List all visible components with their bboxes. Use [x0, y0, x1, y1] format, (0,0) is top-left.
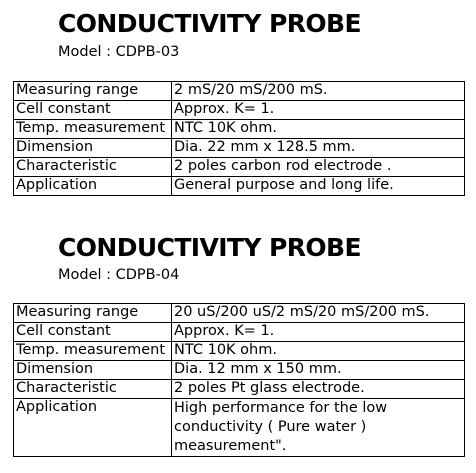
spec-key: Measuring range [14, 82, 172, 101]
table-row [14, 380, 465, 399]
table-row [14, 139, 465, 158]
table-row [14, 399, 465, 457]
table-row [14, 177, 465, 196]
spec-key: Temp. measurement [14, 342, 172, 361]
spec-key: Temp. measurement [14, 120, 172, 139]
product-title: CONDUCTIVITY PROBE [58, 9, 361, 38]
spec-table [13, 303, 465, 457]
table-row [14, 342, 465, 361]
table-row [14, 158, 465, 177]
table-row [14, 323, 465, 342]
spec-value: 2 poles Pt glass electrode. [172, 380, 465, 399]
product-model: Model : CDPB-04 [58, 267, 180, 283]
spec-value: General purpose and long life. [172, 177, 465, 196]
spec-value: NTC 10K ohm. [172, 342, 465, 361]
spec-key: Dimension [14, 139, 172, 158]
spec-key: Characteristic [14, 380, 172, 399]
spec-table [13, 81, 465, 196]
spec-key: Cell constant [14, 323, 172, 342]
spec-value: NTC 10K ohm. [172, 120, 465, 139]
spec-value: Approx. K= 1. [172, 101, 465, 120]
spec-key: Application [14, 399, 172, 457]
spec-key: Measuring range [14, 304, 172, 323]
table-row [14, 361, 465, 380]
spec-key: Application [14, 177, 172, 196]
spec-value: Dia. 22 mm x 128.5 mm. [172, 139, 465, 158]
table-row [14, 101, 465, 120]
table-row [14, 120, 465, 139]
spec-value: 2 mS/20 mS/200 mS. [172, 82, 465, 101]
spec-value: 20 uS/200 uS/2 mS/20 mS/200 mS. [172, 304, 465, 323]
spec-key: Characteristic [14, 158, 172, 177]
product-title: CONDUCTIVITY PROBE [58, 233, 361, 262]
table-row [14, 82, 465, 101]
product-model: Model : CDPB-03 [58, 44, 180, 60]
spec-key: Dimension [14, 361, 172, 380]
spec-value: Approx. K= 1. [172, 323, 465, 342]
spec-key: Cell constant [14, 101, 172, 120]
spec-value: 2 poles carbon rod electrode . [172, 158, 465, 177]
spec-value: High performance for the low conductivity ( Pure water ) measurement". [172, 399, 465, 457]
table-row [14, 304, 465, 323]
spec-value: Dia. 12 mm x 150 mm. [172, 361, 465, 380]
